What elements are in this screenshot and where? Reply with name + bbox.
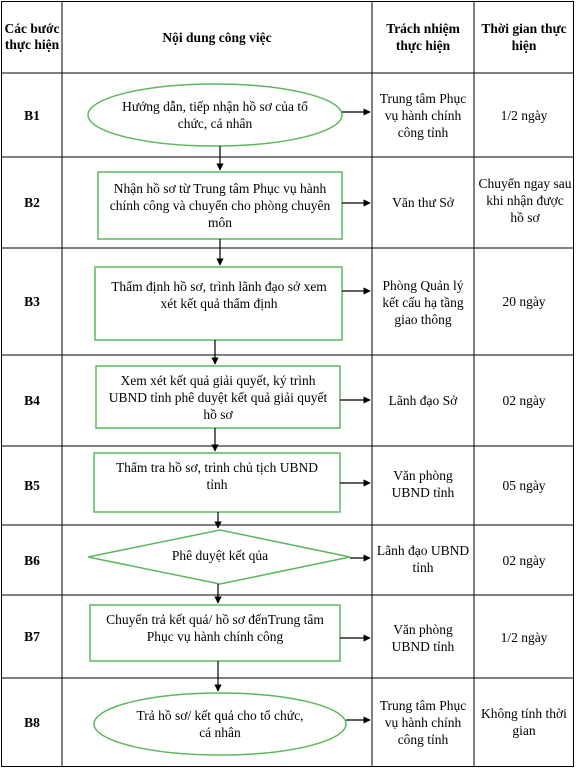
b5-content: Thẩm tra hồ sơ, trình chủ tịch UBND tỉnh (115, 460, 319, 492)
b5-time: 05 ngày (502, 477, 546, 493)
b8-time: Không tính thời gian (481, 706, 567, 738)
b7-responsibility: Văn phòng UBND tỉnh (391, 622, 455, 654)
step-b1: B1 (24, 107, 40, 123)
b3-time: 20 ngày (502, 293, 546, 309)
header-content: Nội dung công việc (162, 29, 272, 45)
b1-content: Hướng dẫn, tiếp nhận hồ sơ của tổ chức, cá nhân (122, 99, 308, 131)
b6-time: 02 ngày (502, 552, 546, 568)
b4-time: 02 ngày (502, 392, 546, 408)
b7-content: Chuyển trả kết quả/ hồ sơ đếnTrung tâm Phục vụ hành chính công (106, 612, 324, 644)
b3-content: Thẩm định hồ sơ, trình lãnh đạo sở xem xét kết quả thẩm định (111, 279, 327, 311)
b8-responsibility: Trung tâm Phục vụ hành chính công tỉnh (379, 697, 467, 747)
header-time: Thời gian thực hiện (481, 21, 567, 53)
b5-responsibility: Văn phòng UBND tỉnh (391, 468, 455, 500)
b1-responsibility: Trung tâm Phục vụ hành chính công tỉnh (379, 90, 467, 140)
b2-time: Chuyển ngay sau khi nhận được hồ sơ (478, 175, 572, 225)
step-b2: B2 (24, 195, 40, 210)
header-steps: Các bước thực hiện (4, 21, 60, 52)
b2-content: Nhận hồ sơ từ Trung tâm Phục vụ hành chính công và chuyển cho phòng chuyên môn (109, 180, 331, 230)
step-b3: B3 (24, 294, 40, 309)
header-responsibility: Trách nhiệm thực hiện (386, 21, 460, 53)
b3-responsibility: Phòng Quản lý kết cấu hạ tầng giao thông (382, 277, 464, 327)
step-b7: B7 (24, 629, 40, 644)
step-b6: B6 (24, 552, 40, 568)
b7-time: 1/2 ngày (500, 629, 548, 645)
step-b5: B5 (24, 478, 40, 493)
b4-responsibility: Lãnh đạo Sở (388, 392, 458, 408)
b2-responsibility: Văn thư Sở (392, 195, 454, 210)
step-b4: B4 (24, 393, 40, 408)
step-b8: B8 (24, 714, 40, 730)
b1-time: 1/2 ngày (500, 107, 548, 123)
b6-content: Phê duyệt kết qủa (171, 547, 269, 563)
b8-content: Trả hồ sơ/ kết quả cho tổ chức, cá nhân (136, 708, 304, 740)
b4-content: Xem xét kết quả giải quyết, ký trình UBND tỉnh phê duyệt kết quả giải quyết hồ sơ (108, 372, 328, 422)
b6-responsibility: Lãnh đạo UBND tỉnh (376, 543, 470, 575)
